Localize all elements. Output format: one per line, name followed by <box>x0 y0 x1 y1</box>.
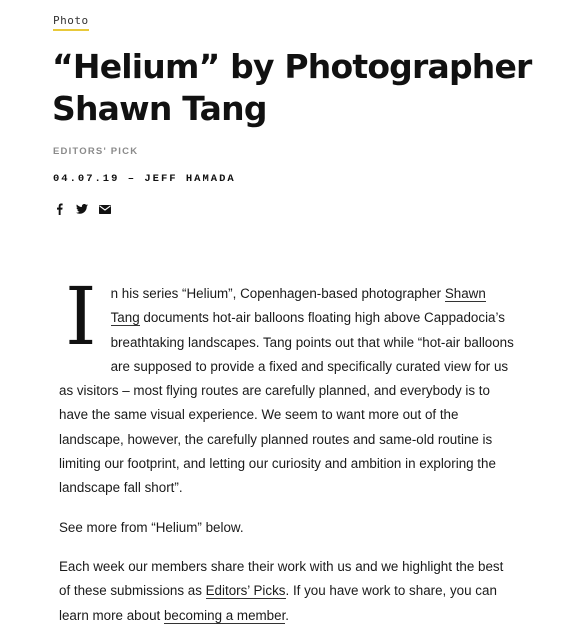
article-title: “Helium” by Photographer Shawn Tang <box>52 47 532 128</box>
paragraph-text: . If you have work to share, you can learn more about <box>59 583 497 623</box>
photographer-link[interactable]: Shawn Tang <box>110 286 486 326</box>
paragraph-text: Each week our members share their work with us and we highlight the best of these submissions as <box>59 558 504 599</box>
byline <box>53 173 236 185</box>
article-paragraph-see-more: See more from “Helium” below. <box>59 519 244 535</box>
paragraph-text: . <box>285 607 290 623</box>
drop-cap: I <box>65 270 97 363</box>
editors-picks-link[interactable]: Editors’ Picks <box>205 583 286 599</box>
editors-pick-label: EDITORS' PICK <box>53 146 139 157</box>
become-member-link[interactable]: becoming a member <box>163 607 286 623</box>
paragraph-text: n his series “Helium”, Copenhagen-based photographer <box>110 286 445 301</box>
category-link[interactable]: Photo <box>53 14 89 31</box>
author-name[interactable]: JEFF HAMADA <box>144 173 236 185</box>
publish-date: 04.07.19 <box>53 173 120 185</box>
article-body <box>59 270 516 643</box>
byline-separator: – <box>127 173 137 185</box>
article-paragraph-members <box>59 555 516 628</box>
paragraph-text: documents hot-air balloons floating high above Cappadocia’s breathtaking landscapes. Tang points out that while “hot-air balloons are supposed to provide a fixed and specifically curated view for us as visitors – most flying routes are carefully planned, and everybody is to have the same visual experience. We seem to want more out of the landscape, however, the carefully planned routes and same-old routine is limiting our footprint, and letting our curiosity and ambition in exploring the landscape fall short”. <box>59 310 514 496</box>
article-paragraph-intro <box>59 270 516 501</box>
twitter-icon[interactable] <box>76 203 88 215</box>
mail-icon[interactable] <box>99 203 111 215</box>
facebook-icon[interactable] <box>53 203 65 215</box>
share-buttons <box>53 203 111 215</box>
